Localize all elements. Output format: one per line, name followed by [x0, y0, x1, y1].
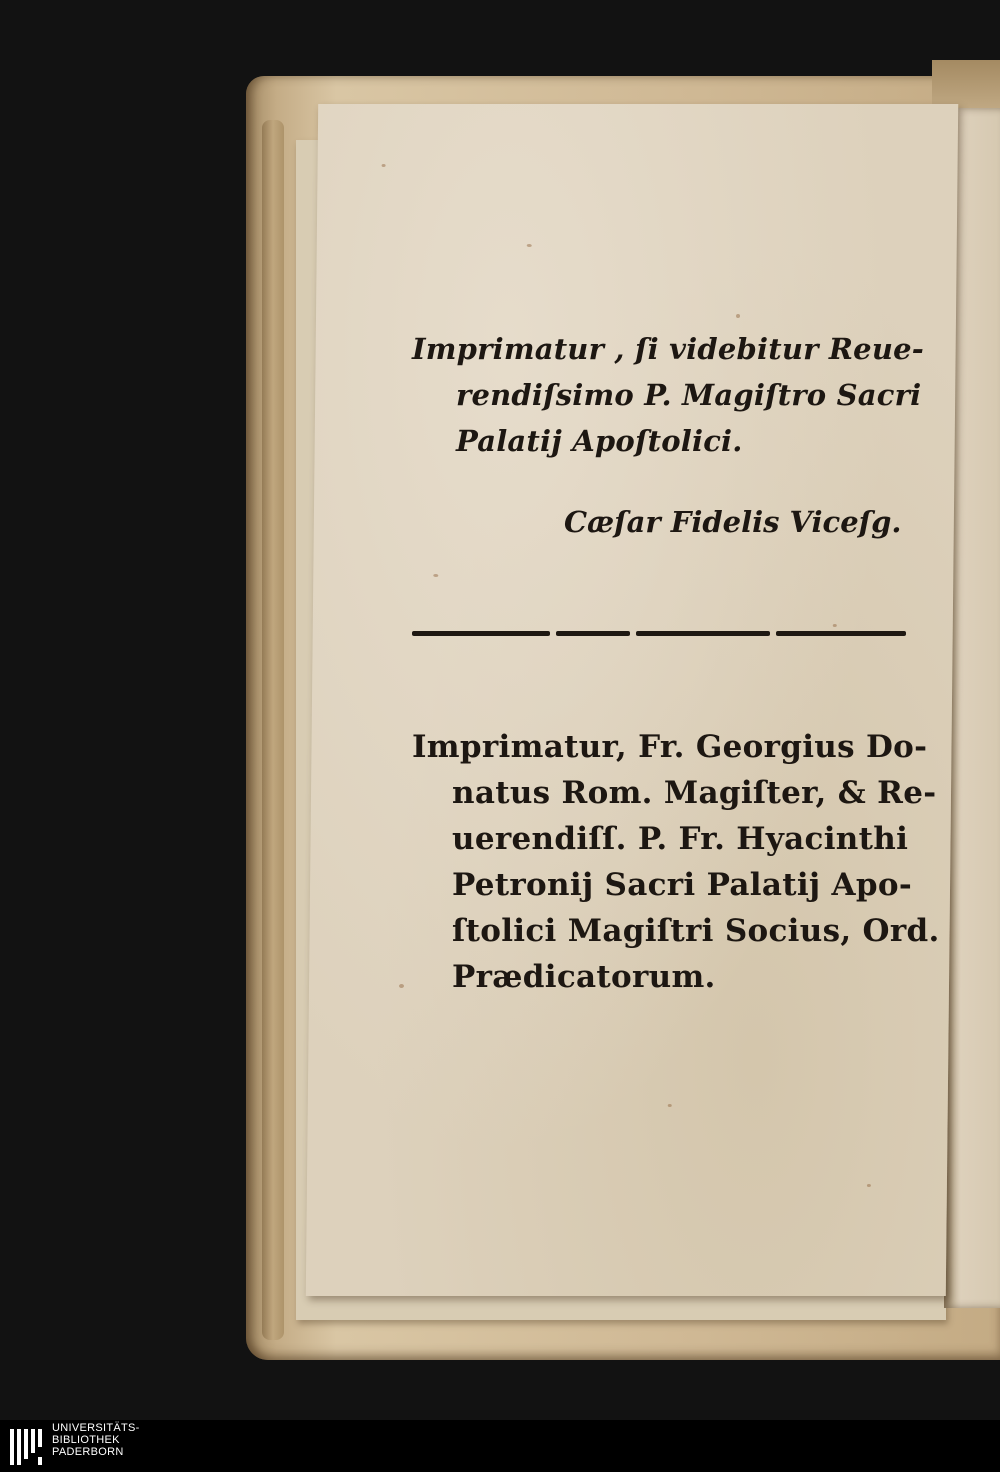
paper-fleck — [833, 624, 837, 627]
imprimatur-2-line: Petronij Sacri Palatij Apo- — [452, 867, 913, 903]
imprimatur-2-line: uerendiſſ. P. Fr. Hyacinthi — [452, 821, 909, 857]
imprimatur-1-line: Palatij Apoſtolici. — [456, 424, 743, 458]
library-name — [52, 1422, 252, 1458]
imprimatur-1-line: rendiſsimo P. Magiſtro Sacri — [456, 378, 922, 412]
paper-fleck — [668, 1104, 672, 1107]
paper-fleck — [736, 314, 740, 318]
rule-segment — [412, 631, 550, 636]
library-name-line: BIBLIOTHEK — [52, 1434, 120, 1446]
imprimatur-2-line: Prædicatorum. — [452, 959, 716, 995]
rule-segment — [776, 631, 906, 636]
library-name-line: UNIVERSITÄTS- — [52, 1422, 140, 1434]
paper-fleck — [382, 164, 386, 167]
paper-fleck — [527, 244, 532, 247]
rule-segment — [556, 631, 630, 636]
signature-vicegerent: Cæſar Fidelis Viceſg. — [564, 505, 902, 539]
library-name-line: PADERBORN — [52, 1446, 124, 1458]
paper-fleck — [867, 1184, 871, 1187]
imprimatur-2-line: natus Rom. Magiſter, & Re- — [452, 775, 937, 811]
book-page — [306, 104, 958, 1296]
rule-segment — [636, 631, 770, 636]
library-logo-icon — [8, 1425, 48, 1469]
imprimatur-1-line: Imprimatur , ſi videbitur Reue- — [412, 332, 925, 366]
second-imprimatur — [412, 724, 940, 1000]
imprimatur-2-line: ſtolici Magiſtri Socius, Ord. — [452, 913, 940, 949]
paper-fleck — [433, 574, 438, 577]
paper-fleck — [399, 984, 404, 988]
first-imprimatur — [412, 326, 932, 464]
binding-edge — [262, 120, 284, 1340]
ornamental-rule — [412, 628, 908, 638]
imprimatur-2-line: Imprimatur, Fr. Georgius Do- — [412, 729, 928, 765]
